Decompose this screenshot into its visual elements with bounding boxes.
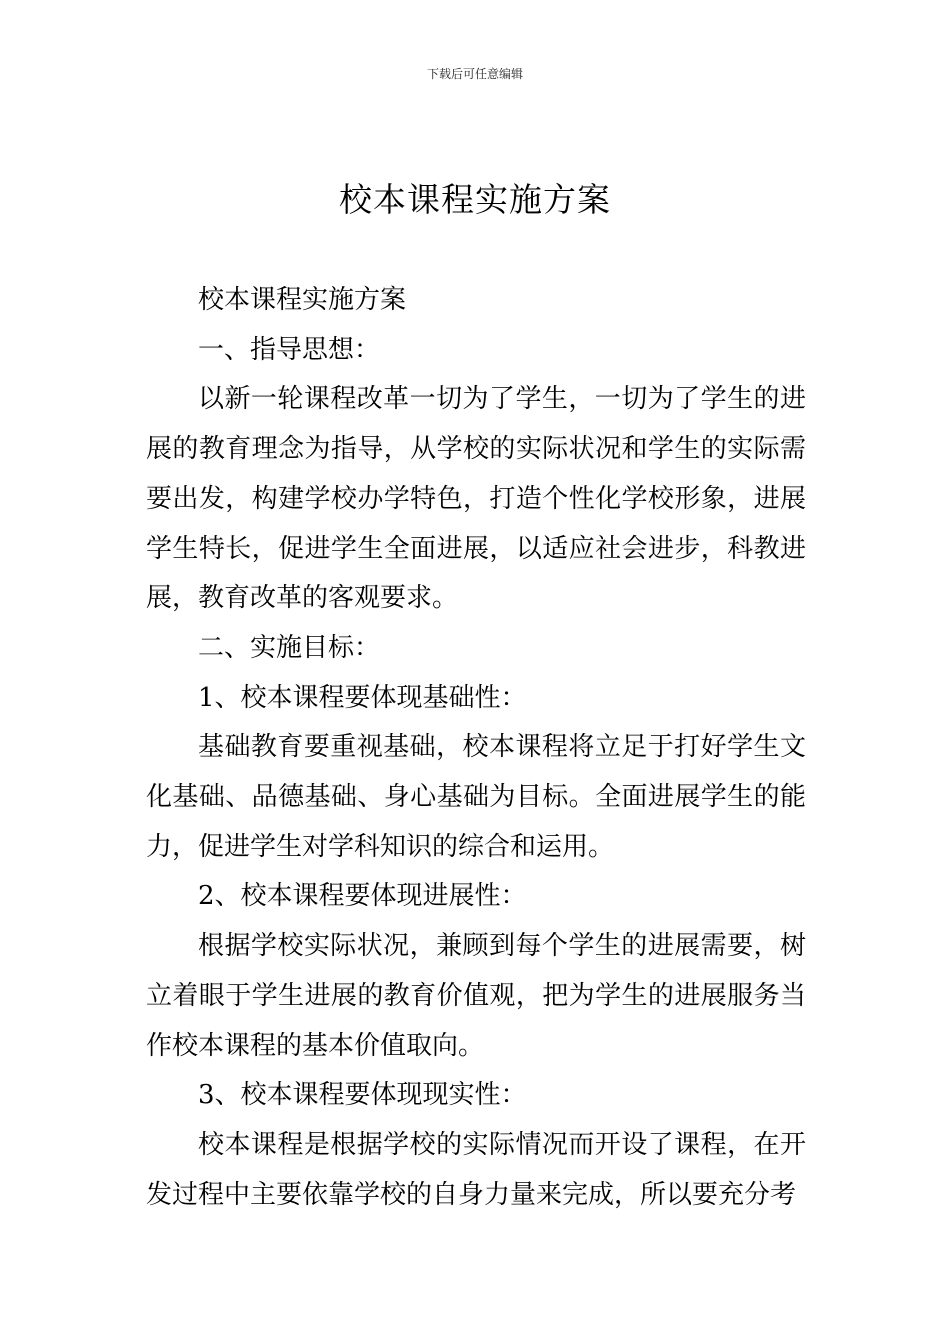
- download-note: 下载后可任意编辑: [426, 67, 523, 81]
- heading-goal-3: 3、校本课程要体现现实性：: [198, 1080, 527, 1111]
- paragraph-guiding-ideology: 以新一轮课程改革一切为了学生，一切为了学生的进展的教育理念为指导，从学校的实际状况和学生的实际需要出发，构建学校办学特色，打造个性化学校形象，进展学生特长，促进学生全面进展，以适应社会进步，科教进展，教育改革的客观要求。: [146, 384, 806, 614]
- heading-implementation-goals: 二、实施目标：: [198, 632, 381, 663]
- paragraph-goal-2: 根据学校实际状况，兼顾到每个学生的进展需要，树立着眼于学生进展的教育价值观，把为学生的进展服务当作校本课程的基本价值取向。: [146, 931, 806, 1061]
- heading-goal-1: 1、校本课程要体现基础性：: [198, 682, 527, 713]
- paragraph-goal-3: 校本课程是根据学校的实际情况而开设了课程，在开发过程中主要依靠学校的自身力量来完成，所以要充分考: [146, 1129, 806, 1210]
- paragraph-subtitle: 校本课程实施方案: [198, 285, 407, 315]
- heading-guiding-ideology: 一、指导思想：: [198, 334, 381, 365]
- document-body: [146, 276, 806, 1220]
- paragraph-goal-1: 基础教育要重视基础，校本课程将立足于打好学生文化基础、品德基础、身心基础为目标。全面进展学生的能力，促进学生对学科知识的综合和运用。: [146, 732, 806, 862]
- heading-goal-2: 2、校本课程要体现进展性：: [198, 881, 527, 912]
- document-title: 校本课程实施方案: [339, 180, 611, 219]
